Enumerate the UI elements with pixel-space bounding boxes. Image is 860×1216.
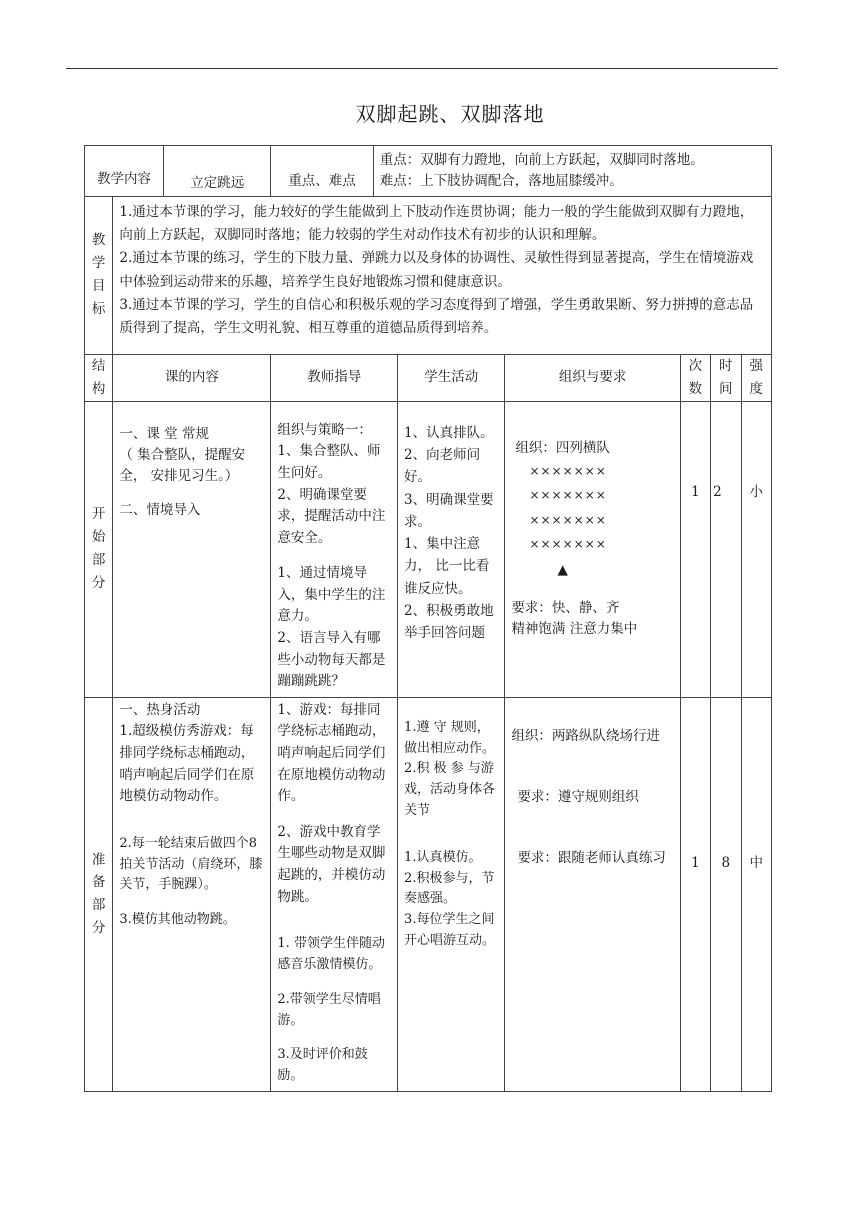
- start-content-item1-note: （ 集合整队，提醒安全， 安排见习生。）: [119, 446, 246, 484]
- header-row: [85, 146, 772, 197]
- formation-row: ×××××××: [529, 488, 607, 503]
- prep-organization: [505, 697, 680, 1091]
- objectives-label: 教 学 目 标: [85, 196, 113, 354]
- start-teacher: [271, 401, 398, 697]
- prep-content-item2: 2.每一轮结束后做四个8拍关节活动（肩绕环，膝关节，手腕踝）。: [119, 835, 263, 893]
- prep-section-row: [85, 697, 772, 1091]
- start-duration: 2: [711, 401, 741, 697]
- start-student-l2: 2、向老师问好。: [404, 446, 481, 486]
- col-student: 学生活动: [398, 354, 505, 401]
- column-header-row: [85, 354, 772, 401]
- col-organization: 组织与要求: [505, 354, 680, 401]
- objectives-row: [85, 196, 772, 354]
- difficulty: 难点：上下肢协调配合，落地屈膝缓冲。: [379, 172, 623, 189]
- prep-teacher-l4: 2.带领学生尽情唱游。: [277, 991, 381, 1028]
- prep-teacher-l5: 3.及时评价和鼓励。: [277, 1047, 368, 1084]
- content-label: 教学内容: [97, 170, 151, 187]
- prep-student-l4: 2.积极参与，节奏感强。: [404, 870, 495, 907]
- start-content: [113, 401, 271, 697]
- col-duration: 时 间: [711, 354, 741, 401]
- page-title: 双脚起跳、双脚落地: [355, 102, 545, 126]
- prep-student-l5: 3.每位学生之间开心唱游互动。: [404, 912, 496, 949]
- start-teacher-l3: 1、通过情境导入，集中学生的注意力。: [277, 565, 386, 625]
- teacher-position-icon: ▲: [557, 562, 568, 579]
- objective-3: 3.通过本节课的学习，学生的自信心和积极乐观的学习态度得到了增强，学生勇敢果断、努力拼搏的意志品质得到了提高，学生文明礼貌、相互尊重的道德品质得到培养。: [119, 296, 754, 336]
- start-student: [398, 401, 505, 697]
- key-label: 重点、难点: [288, 172, 356, 189]
- start-student-l3: 3、明确课堂要求。: [404, 491, 494, 530]
- prep-org-l3: 要求：跟随老师认真练习: [517, 849, 666, 866]
- key-points-cell: [373, 146, 771, 197]
- content-label-cell: [85, 146, 164, 197]
- lesson-plan-table: [84, 145, 772, 1092]
- start-content-item2: 二、情境导入: [119, 502, 201, 519]
- prep-content-item1-desc: 1.超级模仿秀游戏：每排同学绕标志桶跑动，哨声响起后同学们在原地模仿动物动作。: [119, 723, 255, 805]
- prep-student-l2: 2.积 极 参 与游戏，活动身体各关节: [404, 761, 496, 819]
- prep-intensity: 中: [741, 697, 772, 1091]
- start-intensity: 小: [741, 401, 772, 697]
- prep-org-l1: 组织：两路纵队绕场行进: [511, 727, 660, 744]
- start-section-row: [85, 401, 772, 697]
- start-org-req2: 精神饱满 注意力集中: [511, 620, 638, 637]
- content-value: 立定跳远: [190, 174, 245, 191]
- key-point: 重点：双脚有力蹬地，向前上方跃起，双脚同时落地。: [379, 152, 704, 168]
- key-label-cell: [271, 146, 373, 197]
- prep-content-item1: 一、热身活动: [119, 701, 201, 718]
- start-org-req1: 要求：快、静、齐: [511, 600, 620, 617]
- col-intensity: 强 度: [741, 354, 772, 401]
- prep-org-l2: 要求：遵守规则组织: [517, 788, 639, 805]
- prep-student-l1: 1.遵 守 规则，做出相应动作。: [404, 719, 496, 756]
- prep-content: [113, 697, 271, 1091]
- prep-times: 1: [680, 697, 710, 1091]
- formation-row: ×××××××: [529, 512, 607, 527]
- start-times: 1: [680, 401, 710, 697]
- prep-student: [398, 697, 505, 1091]
- start-student-l4: 1、集中注意力， 比一比看谁反应快。: [404, 536, 490, 597]
- formation-row: ×××××××: [529, 537, 607, 552]
- start-organization: [505, 401, 680, 697]
- start-teacher-heading: 组织与策略一：: [277, 421, 372, 438]
- objectives-text: [113, 196, 772, 354]
- start-teacher-l4: 2、语言导入有哪些小动物每天都是蹦蹦跳跳？: [277, 630, 386, 690]
- start-student-l5: 2、积极勇敢地举手回答问题: [404, 602, 494, 642]
- col-times: 次 数: [680, 354, 710, 401]
- prep-section-label: 准 备 部 分: [85, 697, 113, 1091]
- start-teacher-l1: 1、集合整队、师生问好。: [277, 443, 381, 481]
- prep-student-l3: 1.认真模仿。: [404, 849, 482, 865]
- prep-content-item3: 3.模仿其他动物跳。: [119, 912, 236, 928]
- start-teacher-l2: 2、明确课堂要求，提醒活动中注意安全。: [277, 486, 386, 546]
- col-structure: 结 构: [85, 354, 113, 401]
- start-content-item1: 一、课 堂 常规: [119, 425, 209, 442]
- content-value-cell: [164, 146, 271, 197]
- prep-teacher-l3: 1. 带领学生伴随动感音乐激情模仿。: [277, 936, 385, 972]
- col-content: 课的内容: [113, 354, 271, 401]
- objective-2: 2.通过本节课的练习，学生的下肢力量、弹跳力以及身体的协调性、灵敏性得到显著提高，学生在情境游戏中体验到运动带来的乐趣，培养学生良好地锻炼习惯和健康意识。: [119, 250, 754, 290]
- formation-row: ×××××××: [529, 463, 607, 478]
- start-student-l1: 1、认真排队。: [404, 424, 494, 441]
- header-rule: [66, 68, 778, 69]
- prep-teacher-l1: 1、游戏：每排同学绕标志桶跑动，哨声响起后同学们在原地模仿动物动作。: [277, 701, 386, 805]
- prep-duration: 8: [711, 697, 741, 1091]
- prep-teacher-l2: 2、游戏中教育学生哪些动物是双脚起跳的，并模仿动物跳。: [277, 823, 386, 905]
- objective-1: 1.通过本节课的学习，能力较好的学生能做到上下肢动作连贯协调；能力一般的学生能做到双脚有力蹬地，向前上方跃起，双脚同时落地；能力较弱的学生对动作技术有初步的认识和理解。: [119, 203, 754, 244]
- start-section-label: 开 始 部 分: [85, 401, 113, 697]
- col-teacher: 教师指导: [271, 354, 398, 401]
- start-org-heading: 组织：四列横队: [515, 439, 610, 456]
- prep-teacher: [271, 697, 398, 1091]
